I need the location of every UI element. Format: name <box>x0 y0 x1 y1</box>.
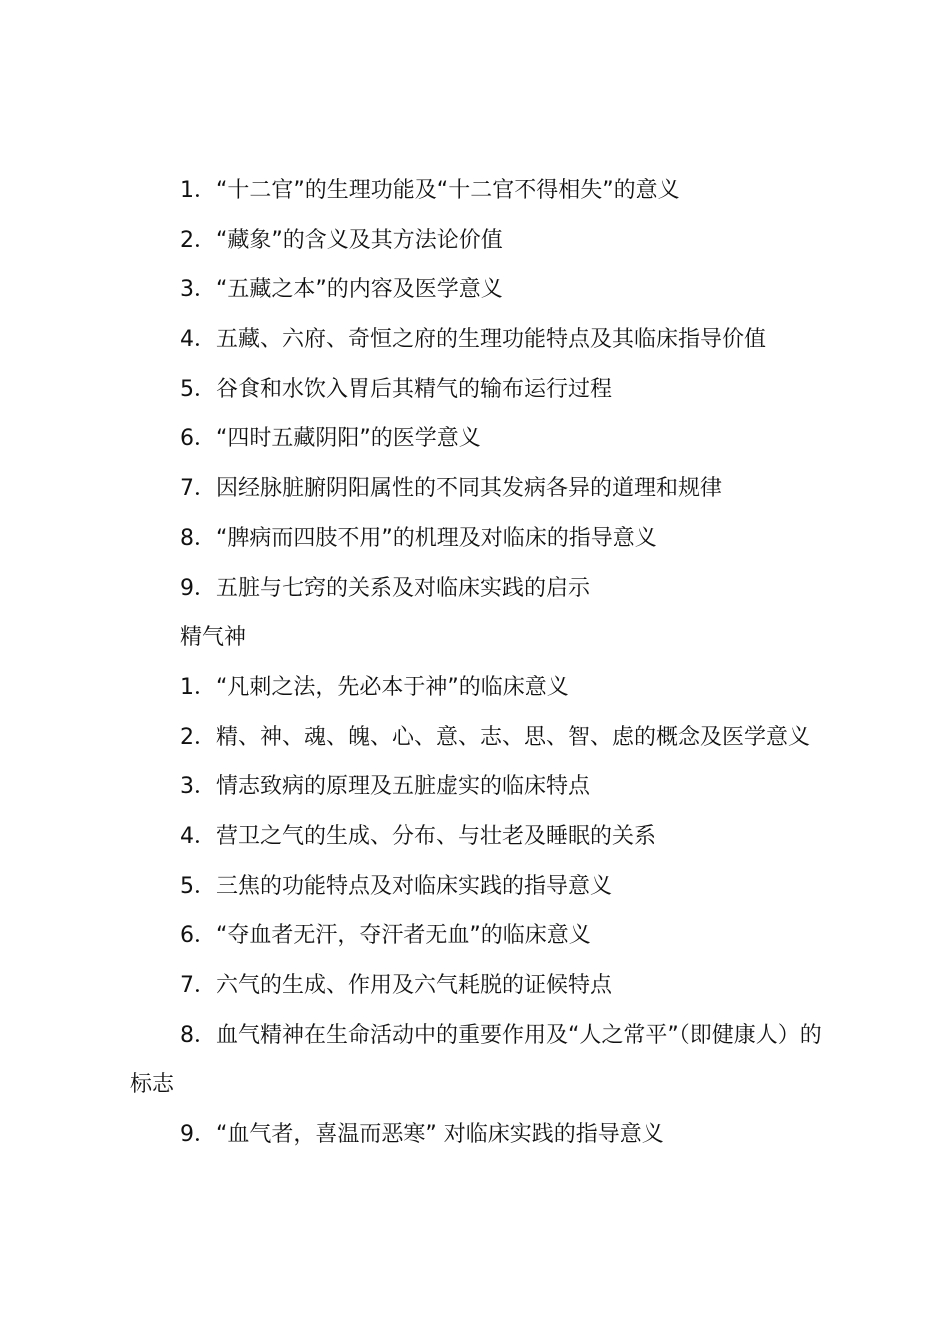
list-item: 7．六气的生成、作用及六气耗脱的证候特点 <box>180 973 612 998</box>
list-item: 8．“脾病而四肢不用”的机理及对临床的指导意义 <box>180 525 657 551</box>
list-item: 1．“十二官”的生理功能及“十二官不得相失”的意义 <box>180 178 680 203</box>
list-item: 5．谷食和水饮入胃后其精气的输布运行过程 <box>180 376 612 402</box>
list-item: 5．三焦的功能特点及对临床实践的指导意义 <box>180 873 612 899</box>
list-item: 8．血气精神在生命活动中的重要作用及“人之常平”（即健康人）的标志 <box>130 1022 822 1098</box>
list-item: 2．精、神、魂、魄、心、意、志、思、智、虑的概念及医学意义 <box>180 724 810 750</box>
section-heading: 精气神 <box>180 625 247 651</box>
document-body <box>0 166 950 1160</box>
list-item: 2．“藏象”的含义及其方法论价值 <box>180 227 503 253</box>
list-item: 3．“五藏之本”的内容及医学意义 <box>180 277 503 303</box>
list-item: 6．“四时五藏阴阳”的医学意义 <box>180 426 481 452</box>
list-item: 3．情志致病的原理及五脏虚实的临床特点 <box>180 774 590 800</box>
list-item: 9．“血气者，喜温而恶寒” 对临床实践的指导意义 <box>180 1122 664 1148</box>
list-item: 4．营卫之气的生成、分布、与壮老及睡眠的关系 <box>180 823 656 849</box>
list-item: 1．“凡刺之法，先必本于神”的临床意义 <box>180 674 569 700</box>
list-item: 9．五脏与七窍的关系及对临床实践的启示 <box>180 575 590 601</box>
list-item: 6．“夺血者无汗，夺汗者无血”的临床意义 <box>180 923 591 949</box>
list-item: 7．因经脉脏腑阴阳属性的不同其发病各异的道理和规律 <box>180 476 722 502</box>
list-item: 4．五藏、六府、奇恒之府的生理功能特点及其临床指导价值 <box>180 327 766 353</box>
